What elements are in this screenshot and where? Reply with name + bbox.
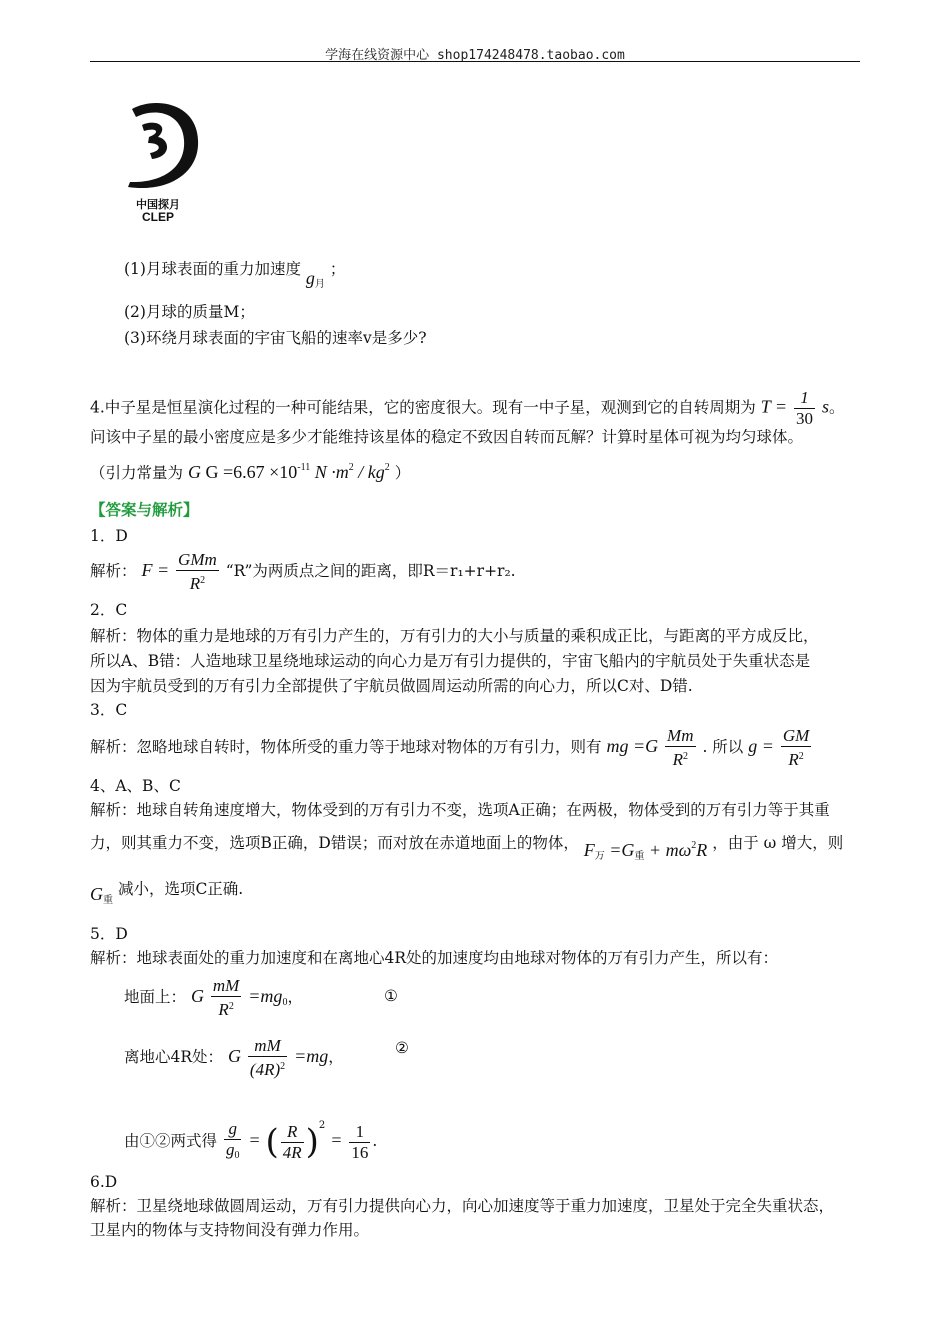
a5-eq1-fraction: $\frac{mM}{R^2}$ [212, 976, 240, 1019]
a2-line1: 解析：物体的重力是地球的万有引力产生的，万有引力的大小与质量的乘积成正比，与距离的平方成反比， [90, 627, 819, 645]
a1-explanation: 解析： F = $\frac{\text{GMm}}{R^2}$ “R”为两质点之间的距离，即R＝r₁+r+r₂. [90, 550, 516, 593]
q3-sub3: (3)环绕月球表面的宇宙飞船的速率v是多少? [124, 329, 427, 347]
moon-logo-icon [118, 95, 208, 195]
a1-label: 1．D [90, 527, 128, 545]
a6-line1: 解析：卫星绕地球做圆周运动，万有引力提供向心力，向心加速度等于重力加速度，卫星处于完全失重状态， [90, 1197, 835, 1215]
logo-cn-text: 中国探月 [136, 198, 180, 211]
a5-eq3-result: $\frac{1}{16}$ [351, 1121, 369, 1162]
logo-en-text: CLEP [142, 210, 175, 224]
q3-sub1-text: (1)月球表面的重力加速度 [124, 260, 301, 278]
a1-force-fraction: $\frac{\text{GMm}}{R^2}$ [178, 550, 217, 593]
a4-equation: $F_万 =G_重 + m\omega^2R$ [583, 840, 708, 862]
a4-line3: $G_重$ 减小，选项C正确. [90, 880, 244, 906]
a5-eq2: 离地心4R处： G $\frac{mM}{(4R)^2}$ =mg， [124, 1036, 344, 1079]
q4-line2: 问该中子星的最小密度应是多少才能维持该星体的稳定不致因自转而瓦解？计算时星体可视为均匀球体。 [90, 428, 804, 446]
a2-line2: 所以A、B错：人造地球卫星绕地球运动的向心力是万有引力提供的，宇宙飞船内的宇航员处于失重状态是 [90, 652, 811, 670]
gravitational-constant: G $G =6.67 \times 10^{-11}$ $N \cdot m^2 / kg^2$ [187, 462, 390, 482]
a5-eq3-ratio: $\frac{g}{g_0}$ [225, 1118, 240, 1161]
answers-title: 【答案与解析】 [90, 500, 199, 519]
a5-intro: 解析：地球表面处的重力加速度和在离地心4R处的加速度均由地球对物体的万有引力产生，所以有： [90, 949, 779, 967]
clep-logo [118, 95, 208, 230]
a5-eq3-inner: $\frac{R}{4R}$ [282, 1121, 302, 1162]
q3-sub1: (1)月球表面的重力加速度 $g_月$ ； [124, 260, 346, 290]
q4-line1: 4.中子星是恒星演化过程的一种可能结果，它的密度很大。现有一中子星，观测到它的自转周期为 T = $\frac{1}{30}$ s。 [90, 388, 845, 428]
a4-line1: 解析：地球自转角速度增大，物体受到的万有引力不变，选项A正确；在两极，物体受到的万有引力等于其重 [90, 801, 830, 819]
a3-fraction-2: $\frac{GM}{R^2}$ [782, 726, 810, 769]
q4-period-fraction: $\frac{1}{30}$ [796, 388, 814, 428]
a3-fraction-1: $\frac{Mm}{R^2}$ [667, 726, 694, 769]
a5-eq3: 由①②两式得 $\frac{g}{g_0}$ = ( $\frac{R}{4R}$ )$^2$ = $\frac{1}{16}$ . [124, 1102, 377, 1166]
a2-line3: 因为宇航员受到的万有引力全部提供了宇航员做圆周运动所需的向心力，所以C对、D错. [90, 677, 693, 695]
page-header: 学海在线资源中心 shop174248478.taobao.com [325, 48, 625, 63]
a5-eq1-mark: ① [384, 987, 398, 1005]
a4-g-weight: $G_重$ [90, 884, 113, 906]
a4-label: 4、A、B、C [90, 777, 181, 795]
a3-label: 3．C [90, 701, 128, 719]
q3-g-moon: $g_月$ [305, 268, 325, 290]
q4-line3: （引力常量为 G $G =6.67 \times 10^{-11}$ $N \cdot m^2 / kg^2$ ） [90, 462, 411, 482]
a5-eq2-fraction: $\frac{mM}{(4R)^2}$ [249, 1036, 286, 1079]
a5-eq1: 地面上： G $\frac{mM}{R^2}$ $=mg_0$， [124, 976, 303, 1019]
a3-explanation: 解析：忽略地球自转时，物体所受的重力等于地球对物体的万有引力，则有 mg =G $\frac{Mm}{R^2}$ . 所以 g = $\frac{GM}{R^2}$ [90, 726, 810, 769]
a4-line2: 力，则其重力不变，选项B正确，D错误；而对放在赤道地面上的物体， $F_万 =G_重 + m\omega^2R$ ，由于 ω 增大，则 [90, 834, 844, 862]
a5-label: 5．D [90, 925, 128, 943]
q3-sub2: (2)月球的质量M； [124, 303, 255, 321]
a2-label: 2．C [90, 601, 128, 619]
header-rule [90, 61, 860, 62]
a5-eq2-mark: ② [395, 1039, 409, 1057]
a6-line2: 卫星内的物体与支持物间没有弹力作用。 [90, 1221, 370, 1239]
a6-label: 6.D [90, 1173, 118, 1191]
